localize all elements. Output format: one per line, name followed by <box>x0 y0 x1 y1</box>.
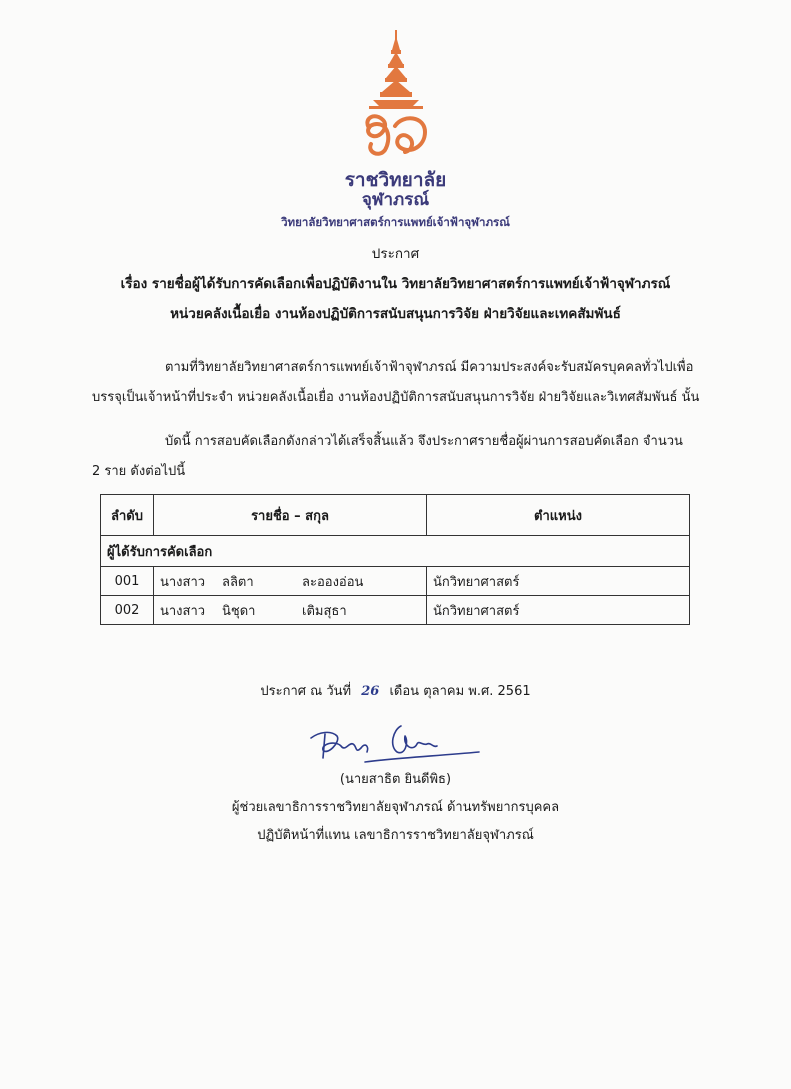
row-position: นักวิทยาศาสตร์ <box>427 596 690 625</box>
subject-line-2: หน่วยคลังเนื้อเยื่อ งานห้องปฏิบัติการสนับสนุนการวิจัย ฝ่ายวิจัยและเทคสัมพันธ์ <box>170 306 621 322</box>
first-name: ลลิตา <box>222 574 254 590</box>
org-name-line2: จุฬาภรณ์ <box>361 190 430 210</box>
header-position: ตำแหน่ง <box>427 495 690 536</box>
signer-name: (นายสาธิต ยินดีพิธ) <box>339 772 452 787</box>
org-name-line1: ราชวิทยาลัย <box>344 169 447 191</box>
signer-position-2: ปฏิบัติหน้าที่แทน เลขาธิการราชวิทยาลัยจุฬาภรณ์ <box>257 828 534 843</box>
subject-line-1: เรื่อง รายชื่อผู้ได้รับการคัดเลือกเพื่อปฏิบัติงานใน วิทยาลัยวิทยาศาสตร์การแพทย์เจ้าฟ้าจุฬาภรณ์ <box>120 276 671 292</box>
paragraph-1-line-1: ตามที่วิทยาลัยวิทยาศาสตร์การแพทย์เจ้าฟ้าจุฬาภรณ์ มีความประสงค์จะรับสมัครบุคคลทั่วไปเพื่อ <box>165 360 694 375</box>
results-table <box>100 494 690 625</box>
signer-position-1: ผู้ช่วยเลขาธิการราชวิทยาลัยจุฬาภรณ์ ด้านทรัพยากรบุคคล <box>231 800 560 815</box>
row-number: 001 <box>101 567 154 596</box>
college-name: วิทยาลัยวิทยาศาสตร์การแพทย์เจ้าฟ้าจุฬาภรณ์ <box>281 215 510 229</box>
row-name <box>154 596 427 625</box>
last-name: ละอองอ่อน <box>302 574 364 590</box>
header-order: ลำดับ <box>101 495 154 536</box>
handwritten-signature-icon <box>305 716 485 774</box>
row-number: 002 <box>101 596 154 625</box>
royal-crown-emblem-icon <box>355 28 437 163</box>
first-name: นิชุดา <box>222 603 256 619</box>
date-prefix: ประกาศ ณ วันที่ <box>260 684 352 699</box>
row-position: นักวิทยาศาสตร์ <box>427 567 690 596</box>
paragraph-1-line-2: บรรจุเป็นเจ้าหน้าที่ประจำ หน่วยคลังเนื้อเยื่อ งานห้องปฏิบัติการสนับสนุนการวิจัย ฝ่ายวิจัยและวิเทศสัมพันธ์ นั้น <box>92 390 700 405</box>
name-prefix: นางสาว <box>160 574 206 590</box>
header-name: รายชื่อ – สกุล <box>154 495 427 536</box>
announcement-title: ประกาศ <box>371 246 420 262</box>
date-day: 26 <box>361 684 380 699</box>
paragraph-2-line-1: บัดนี้ การสอบคัดเลือกดังกล่าวได้เสร็จสิ้นแล้ว จึงประกาศรายชื่อผู้ผ่านการสอบคัดเลือก จำนวน <box>165 434 683 449</box>
paragraph-2-line-2: 2 ราย ดังต่อไปนี้ <box>92 464 186 479</box>
group-label: ผู้ได้รับการคัดเลือก <box>101 536 690 567</box>
name-prefix: นางสาว <box>160 603 206 619</box>
last-name: เติมสุธา <box>302 603 347 619</box>
table-group-row <box>101 536 690 567</box>
date-suffix: เดือน ตุลาคม พ.ศ. 2561 <box>389 684 531 699</box>
table-header-row <box>101 495 690 536</box>
table-row <box>101 567 690 596</box>
table-row <box>101 596 690 625</box>
row-name <box>154 567 427 596</box>
announcement-date <box>0 680 791 701</box>
